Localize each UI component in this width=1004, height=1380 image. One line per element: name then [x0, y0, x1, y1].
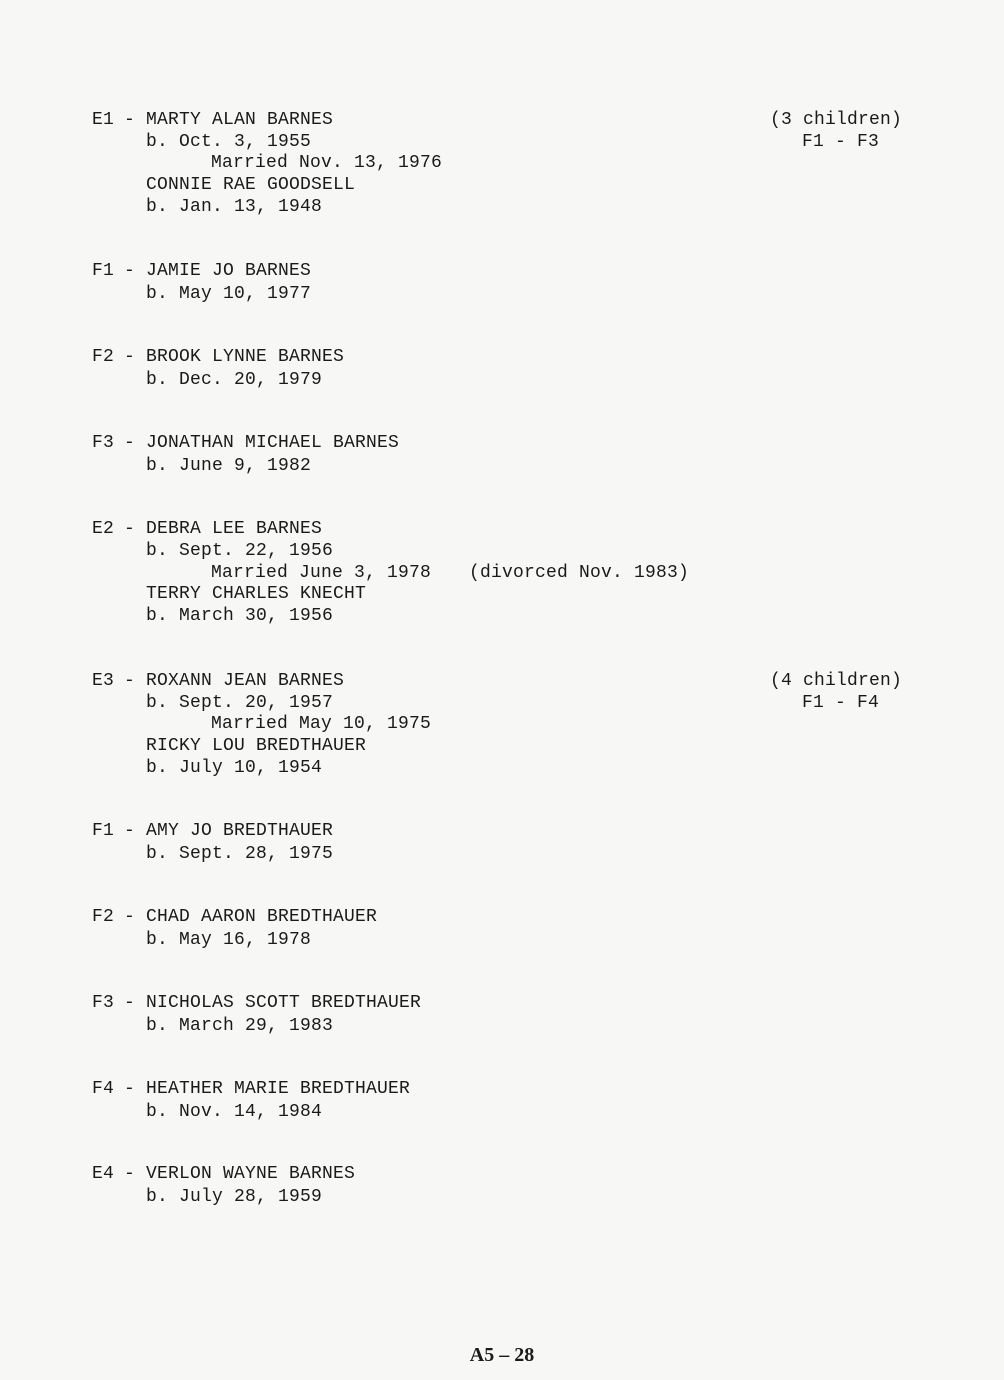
entry-code: E3: [92, 671, 115, 691]
separator-dash: -: [124, 1164, 136, 1184]
entry-code: F1: [92, 821, 115, 841]
spouse-name: TERRY CHARLES KNECHT: [146, 584, 367, 604]
person-name: DEBRA LEE BARNES: [146, 519, 323, 539]
children-range: F1 - F4: [802, 693, 880, 713]
person-name: HEATHER MARIE BREDTHAUER: [146, 1079, 411, 1099]
spouse-birth-date: b. July 10, 1954: [146, 758, 323, 778]
birth-date: b. May 16, 1978: [146, 930, 312, 950]
separator-dash: -: [124, 261, 136, 281]
separator-dash: -: [124, 519, 136, 539]
separator-dash: -: [124, 907, 136, 927]
birth-date: b. Oct. 3, 1955: [146, 132, 312, 152]
entry-code: F3: [92, 993, 115, 1013]
birth-date: b. July 28, 1959: [146, 1187, 323, 1207]
marriage-date: Married June 3, 1978: [211, 563, 432, 583]
entry-code: F3: [92, 433, 115, 453]
birth-date: b. June 9, 1982: [146, 456, 312, 476]
person-name: ROXANN JEAN BARNES: [146, 671, 345, 691]
divorce-note: (divorced Nov. 1983): [469, 563, 690, 583]
spouse-name: RICKY LOU BREDTHAUER: [146, 736, 367, 756]
person-name: NICHOLAS SCOTT BREDTHAUER: [146, 993, 422, 1013]
entry-code: E4: [92, 1164, 115, 1184]
page-number: A5 – 28: [469, 1344, 535, 1366]
marriage-date: Married Nov. 13, 1976: [211, 153, 443, 173]
birth-date: b. May 10, 1977: [146, 284, 312, 304]
entry-code: E2: [92, 519, 115, 539]
entry-code: F2: [92, 347, 115, 367]
person-name: JAMIE JO BARNES: [146, 261, 312, 281]
birth-date: b. Sept. 22, 1956: [146, 541, 334, 561]
spouse-birth-date: b. Jan. 13, 1948: [146, 197, 323, 217]
separator-dash: -: [124, 347, 136, 367]
separator-dash: -: [124, 433, 136, 453]
children-range: F1 - F3: [802, 132, 880, 152]
separator-dash: -: [124, 110, 136, 130]
entry-code: E1: [92, 110, 115, 130]
person-name: JONATHAN MICHAEL BARNES: [146, 433, 400, 453]
entry-code: F2: [92, 907, 115, 927]
entry-code: F4: [92, 1079, 115, 1099]
children-count: (3 children): [770, 110, 903, 130]
birth-date: b. March 29, 1983: [146, 1016, 334, 1036]
spouse-birth-date: b. March 30, 1956: [146, 606, 334, 626]
entry-code: F1: [92, 261, 115, 281]
spouse-name: CONNIE RAE GOODSELL: [146, 175, 356, 195]
person-name: BROOK LYNNE BARNES: [146, 347, 345, 367]
birth-date: b. Dec. 20, 1979: [146, 370, 323, 390]
separator-dash: -: [124, 821, 136, 841]
birth-date: b. Nov. 14, 1984: [146, 1102, 323, 1122]
person-name: VERLON WAYNE BARNES: [146, 1164, 356, 1184]
separator-dash: -: [124, 671, 136, 691]
marriage-date: Married May 10, 1975: [211, 714, 432, 734]
children-count: (4 children): [770, 671, 903, 691]
person-name: MARTY ALAN BARNES: [146, 110, 334, 130]
person-name: CHAD AARON BREDTHAUER: [146, 907, 378, 927]
separator-dash: -: [124, 1079, 136, 1099]
separator-dash: -: [124, 993, 136, 1013]
birth-date: b. Sept. 20, 1957: [146, 693, 334, 713]
person-name: AMY JO BREDTHAUER: [146, 821, 334, 841]
birth-date: b. Sept. 28, 1975: [146, 844, 334, 864]
